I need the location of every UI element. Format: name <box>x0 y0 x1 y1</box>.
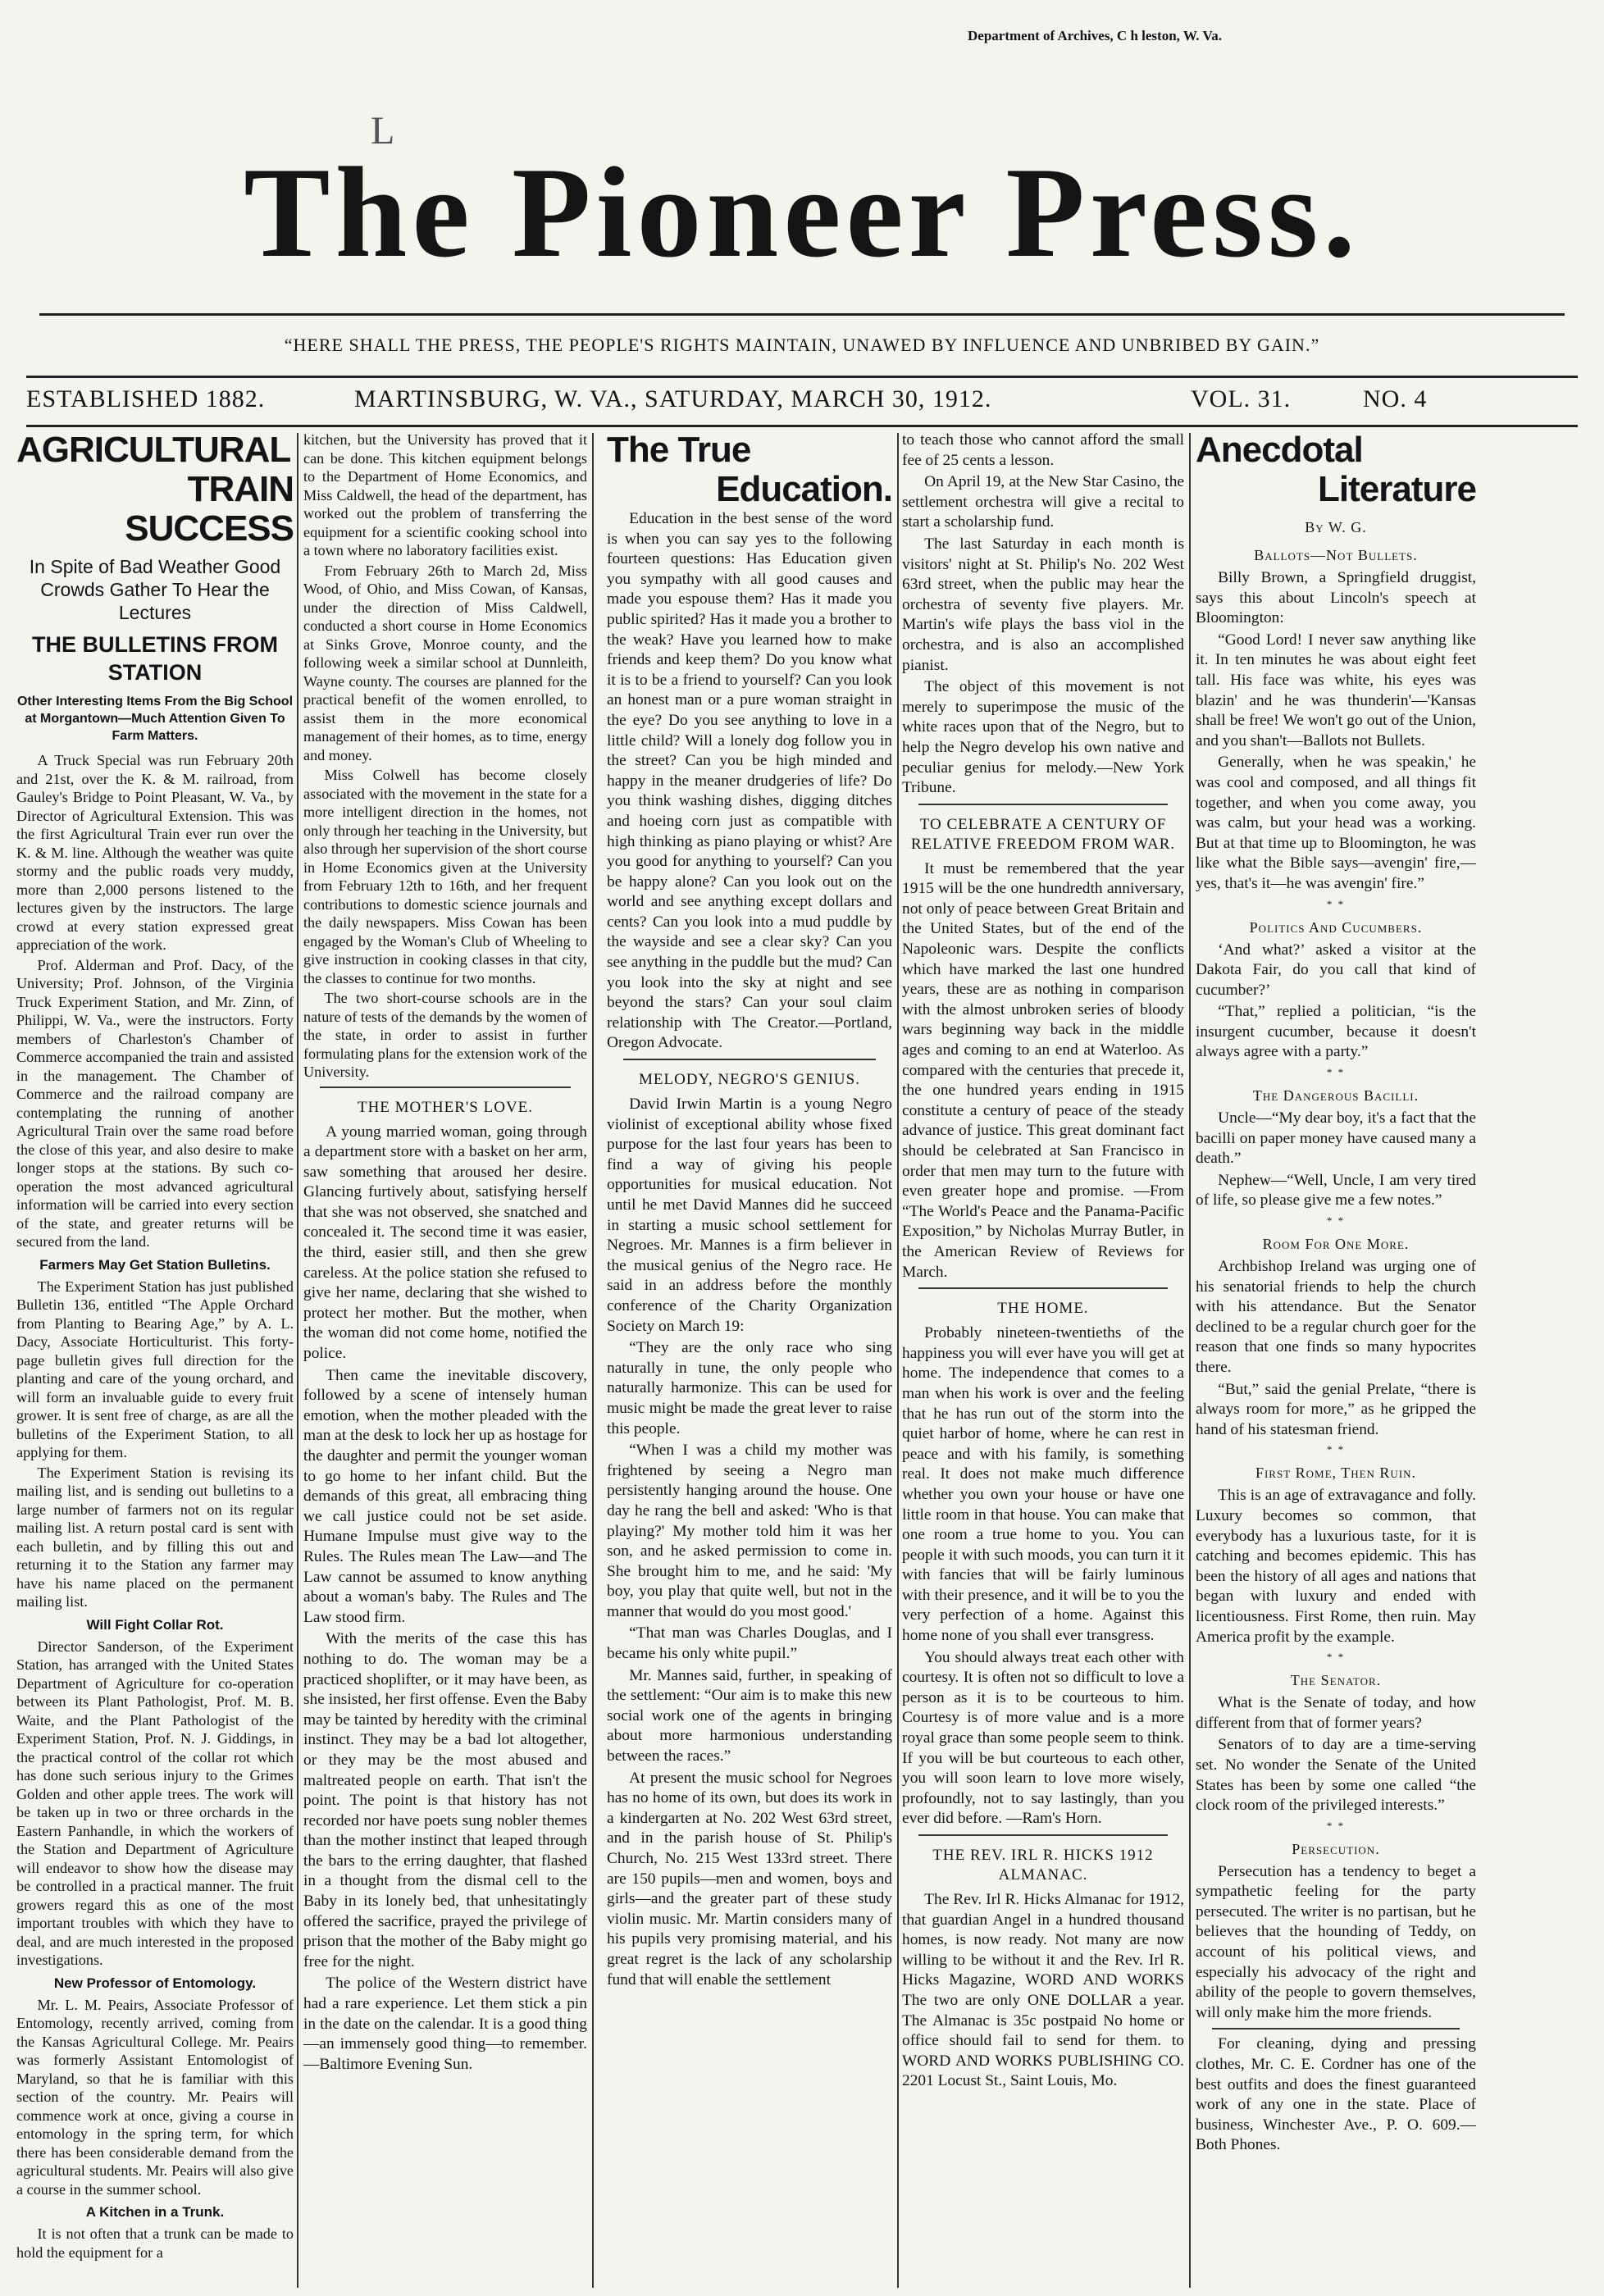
paragraph: David Irwin Martin is a young Negro violinist of exceptional ability whose fixed purpose for the last four years has been to find a way of giving his people opportunities for musical education. Not until he met David Mannes did he succeed in starting a music school settlement for Negroes. Mr. Mannes is a firm believer in the musical genius of the Negro race. He said in an address before the monthly conference of the Charity Organization Society on March 19: <box>607 1096 892 1335</box>
column-rule-1 <box>297 433 298 2288</box>
paragraph: The Experiment Station is revising its mailing list, and is sending out bulletins to a large number of farmers not on its regular mailing list. A return postal card is sent with each bulletin, and by filling this out and returning it to the Station any farmer may have his name placed on the permanent mailing list. <box>16 1464 294 1610</box>
paragraph: Miss Colwell has become closely associated with the movement in the state for a more intelligent direction in the homes, not only through her teaching in the University, but also through her supervision of the short course in Home Economics given at the University from February 12th to 16th, and her frequent contributions to domestic science journals and the daily newspapers. Miss Cowan has been engaged by the Woman's Club of Wheeling to give instruction in cooking classes in that city, the classes to continue for two months. <box>303 767 587 986</box>
deck: Other Interesting Items From the Big School at Morgantown—Much Attention Given To Farm Matters. <box>16 695 294 743</box>
motto: “HERE SHALL THE PRESS, THE PEOPLE'S RIGHTS MAINTAIN, UNAWED BY INFLUENCE AND UNBRIBED BY GAIN.” <box>284 335 1320 355</box>
paragraph: The two short-course schools are in the nature of tests of the demands by the women of the state, in order to assist in further formulating plans for the extension work of the University. <box>303 990 587 1080</box>
anecdote-title: Politics And Cucumbers. <box>1249 918 1423 936</box>
column-rule-2 <box>592 433 594 2288</box>
paragraph: On April 19, at the New Star Casino, the settlement orchestra will give a recital to start a scholarship fund. <box>902 473 1184 531</box>
paragraph: The police of the Western district have had a rare experience. Let them stick a pin in the date on the calendar. It is a good thing—an immensely good thing—to remember. —Baltimore Evening Sun. <box>303 1975 587 2073</box>
divider <box>623 1059 876 1060</box>
archive-stamp: Department of Archives, C h leston, W. Va. <box>968 28 1222 43</box>
paragraph: Prof. Alderman and Prof. Dacy, of the University; Prof. Johnson, of the Virginia Truck Experiment Station, and Mr. Zinn, of Philippi, W. Va., were the instructors. Forty members of Charleston's Chamber of Commerce accompanied the train and assisted in the management. The Chamber of Commerce and the railroad company are contemplating the running of another Agricultural Train over the same road before the close of this year, and also desire to make longer stops at the stations. By such co-operation the most advanced agricultural information will be carried into every section of the state, and greater returns will be secured from the land. <box>16 956 294 1250</box>
paragraph: “But,” said the genial Prelate, “there is always room for more,” as he gripped the hand of his statesman friend. <box>1196 1380 1476 1438</box>
paragraph: Mr. Mannes said, further, in speaking of the settlement: “Our aim is to make this new social work one of the agents in bringing about more harmonious understanding between the races.” <box>607 1666 892 1765</box>
paragraph: “That,” replied a politician, “is the insurgent cucumber, because it doesn't always agree with a party.” <box>1196 1003 1476 1061</box>
headline: TRAIN SUCCESS <box>125 469 294 549</box>
paragraph: “That man was Charles Douglas, and I became his only white pupil.” <box>607 1624 892 1663</box>
divider <box>918 1834 1168 1836</box>
headline: AGRICULTURAL <box>16 430 291 470</box>
separator-stars: * * <box>1326 1214 1346 1228</box>
column-3 <box>607 430 892 2288</box>
dateline-bottom-rule <box>26 425 1578 427</box>
paragraph: kitchen, but the University has proved that it can be done. This kitchen equipment belongs to the Department of Home Economics, and Miss Caldwell, the head of the department, has worked out the problem of transferring the equipment for a scientific cooking school into a town where no laboratory facilities exist. <box>303 431 587 558</box>
paragraph: For cleaning, dying and pressing clothes, Mr. C. E. Cordner has one of the best outfits and does the finest guaranteed work of any one in the state. Place of business, Winchester Ave., P. O. 609.—Both Phones. <box>1196 2035 1476 2154</box>
paragraph: Probably nineteen-twentieths of the happiness you will ever have you will get at home. The independence that comes to a man when his work is over and the feeling that he has run out of the storm into the quiet harbor of home, where he can rest in peace and with his family, is something real. It does not make much difference whether you own your house or have one little room in that house. You can make that one room a true home to you. You can people it with such moods, you can turn it it with fancies that will be fairly luminous with their presence, and it will be to you the very perfection of a home. Against this home none of you shall ever transgress. <box>902 1324 1184 1645</box>
subheadline: In Spite of Bad Weather Good Crowds Gather To Hear the Lectures <box>29 556 281 623</box>
anecdote-title: The Dangerous Bacilli. <box>1252 1087 1419 1105</box>
article-title: THE MOTHER'S LOVE. <box>357 1098 534 1116</box>
divider <box>1212 2028 1460 2029</box>
masthead-rule <box>39 313 1565 316</box>
paragraph: “Good Lord! I never saw anything like it. In ten minutes he was about eight feet tall. His face was white, his eyes was blazin' and he was thunderin'—'Kansas shall be free! We won't go out of the Union, and you shan't—Ballots not Bullets. <box>1196 631 1476 749</box>
paragraph: At present the music school for Negroes has no home of its own, but does its work in a kindergarten at No. 202 West 63rd street, and in the parish house of St. Philip's Church, No. 215 West 133rd street. There are 150 pupils—men and women, boys and girls—and the greater part of these study violin music. Mr. Martin considers many of his pupils very promising material, and his great regret is the lack of any scholarship fund that will enable the settlement <box>607 1769 892 1988</box>
paragraph: This is an age of extravagance and folly. Luxury becomes so common, that everybody has a luxurious taste, for it is catching and becomes epidemic. This has been the history of all ages and nations that began with luxury and ended with licentiousness. First Rome, then ruin. May America profit by the example. <box>1196 1487 1476 1646</box>
paragraph: Nephew—“Well, Uncle, I am very tired of life, so please give me a few notes.” <box>1196 1171 1476 1210</box>
anecdote-title: Persecution. <box>1292 1840 1380 1857</box>
paragraph: Director Sanderson, of the Experiment Station, has arranged with the United States Department of Agriculture for co-operation between its Plant Pathologist, Prof. M. B. Waite, and the Plant Pathologist of the Experiment Station, Prof. N. J. Giddings, in the practical control of the collar rot which has done such serious injury to the Grimes Golden and other apple trees. The work will be taken up in two or three orchards in the Eastern Panhandle, in which the workers of the Station and Department of Agriculture will endeavor to show how the disease may be controlled in a practical manner. The fruit growers regard this as one of the most important troubles with which they have to deal, and are much interested in the proposed investigations. <box>16 1638 294 1968</box>
place-date: MARTINSBURG, W. VA., SATURDAY, MARCH 30, 1912. <box>354 385 992 412</box>
paragraph: What is the Senate of today, and how different from that of former years? <box>1196 1694 1476 1732</box>
subhead: Will Fight Collar Rot. <box>86 1616 224 1633</box>
paragraph: “When I was a child my mother was frightened by seeing a Negro man persistently hanging around the house. One day he rang the bell and asked: 'Who is that playing?' My mother told him it was her son, and he asked permission to come in. She brought him to me, and he said: 'My boy, you play that quite well, but not in the manner that would do you most good.' <box>607 1442 892 1620</box>
divider <box>918 804 1168 805</box>
dateline <box>26 385 1581 425</box>
anecdote-title: By W. G. <box>1305 519 1367 535</box>
subhead: A Kitchen in a Trunk. <box>85 2204 225 2220</box>
paragraph: The last Saturday in each month is visitors' night at St. Philip's No. 202 West 63rd street, when the public may hear the orchestra of seventy five players. Mr. Martin's wife plays the bass viol in the orchestra, and is also an accomplished pianist. <box>902 535 1184 674</box>
volume: VOL. 31. <box>1191 385 1292 412</box>
headline: Literature <box>1318 469 1476 509</box>
anecdote-title: First Rome, Then Ruin. <box>1255 1465 1417 1482</box>
paragraph: Education in the best sense of the word is when you can say yes to the following fourteen questions: Has Education given you sympathy with all good causes and made you espouse them? Has it made you public spirited? Has it made you a brother to the weak? Have you learned how to make friends and keep them? Do you know what it is to be a friend to yourself? Can you look an honest man or a pure woman straight in the eye? Do you see anything to love in a little child? Will a lonely dog follow you in the street? Can you be high minded and happy in the meaner drudgeries of life? Do you think washing dishes, digging ditches and hoeing corn just as compatible with high thinking as piano playing or whist? Are you good for anything to yourself? Can you be happy alone? Can you look out on the world and see anything except dollars and cents? Can you look into a mud puddle by the wayside and see a clear sky? Can you see anything in the puddle but the mud? Can you look into the sky at night and see beyond the stars? Can your soul claim relationship with The Creator.—Portland, Oregon Advocate. <box>607 510 892 1052</box>
paragraph: You should always treat each other with courtesy. It is often not so difficult to love a person as it is to be courteous to him. Courtesy is of more value and is a more royal grace than some people seem to think. If you will be but courteous to each other, you will soon learn to love more wisely, profoundly, not to say lastingly, than you ever did before. —Ram's Horn. <box>902 1648 1184 1828</box>
subhead: New Professor of Entomology. <box>53 1975 257 1991</box>
paragraph: The object of this movement is not merely to superimpose the music of the white races upon that of the Negro, but to help the Negro develop his own native and peculiar genius for melody.—New York Tribune. <box>902 678 1184 797</box>
paragraph: Persecution has a tendency to beget a sympathetic feeling for the party persecuted. The writer is no partisan, but he believes that the hounding of Teddy, on account of his political views, and especially his advocacy of the right and ability of the people to govern themselves, will only make him the more friends. <box>1196 1862 1476 2021</box>
paragraph: Senators of to day are a time-serving set. No wonder the Senate of the United States has been by some one called “the clock room of the privileged interests.” <box>1196 1736 1476 1815</box>
paragraph: Archbishop Ireland was urging one of his senatorial friends to help the church with his attendance. But the Senator declined to be a regular church goer for the reason that one finds so many hypocrites there. <box>1196 1258 1476 1376</box>
separator-stars: * * <box>1326 1066 1346 1079</box>
paragraph: A young married woman, going through a department store with a basket on her arm, saw something that aroused her desire. Glancing furtively about, satisfying herself that she was not observed, she snatched and concealed it. The second time it was easier, the third, easier still, and then she grew careless. At the police station she refused to give her name, declaring that she wished to protect her mother. But the mother, when the woman did not come home, notified the police. <box>303 1123 587 1363</box>
column-2 <box>303 430 587 2288</box>
paragraph: From February 26th to March 2d, Miss Wood, of Ohio, and Miss Cowan, of Kansas, under the direction of Miss Caldwell, conducted a short course in Home Economics at Sinks Grove, Monroe county, and the following week a similar school at Dunnleith, Wayne county. The courses are planned for the practical benefit of the women enrolled, to assist them in the more economical management of their homes, as to time, energy and money. <box>303 562 587 763</box>
anecdote-title: The Senator. <box>1290 1672 1382 1689</box>
paragraph: Then came the inevitable discovery, followed by a scene of intensely human emotion, when the mother pleaded with the man at the desk to lock her up as hostage for the daughter and permit the younger woman to go home to her infant child. But the demands of this great, all embracing thing we call justice could not be set aside. Humane Impulse must give way to the Rules. The Rules mean The Law—and The Law cannot be assumed to know anything about a woman's baby. The Rules and The Law stood firm. <box>303 1366 587 1626</box>
separator-stars: * * <box>1326 1443 1346 1456</box>
article-title: MELODY, NEGRO'S GENIUS. <box>639 1071 860 1089</box>
anecdote-title: Ballots—Not Bullets. <box>1254 547 1418 563</box>
article-title: THE HOME. <box>997 1300 1089 1318</box>
divider <box>918 1287 1168 1289</box>
paragraph: It must be remembered that the year 1915 will be the one hundredth anniversary, not only of peace between Great Britain and the United States, but of the end of the Napoleonic wars. Despite the conflicts which have marked the last one hundred years, these are as nothing in comparison with the almost unbroken series of bloody wars beginning way back in the middle ages and coming to an end at Waterloo. As compared with the centuries that precede it, the one hundred years ending in 1915 constitute a century of peace of the steady advance of justice. This great dominant fact should be celebrated at San Francisco in order that men may turn to the future with even greater hope and promise. —From “The World's Peace and the Panama-Pacific Exposition,” by Nicholas Murray Butler, in the American Review of Reviews for March. <box>902 859 1184 1281</box>
paragraph: The Experiment Station has just published Bulletin 136, entitled “The Apple Orchard from Planting to Bearing Age,” by A. L. Dacy, Associate Horticulturist. This forty-page bulletin gives full direction for the planting and care of the young orchard, and will form an invaluable guide to every fruit grower. It is sent free of charge, as are all the bulletins of the Experiment Station, to all applying for them. <box>16 1278 294 1460</box>
column-rule-3 <box>897 433 899 2288</box>
headline: Anecdotal <box>1196 430 1363 470</box>
paragraph: Uncle—“My dear boy, it's a fact that the bacilli on paper money have caused many a death.” <box>1196 1109 1476 1168</box>
divider <box>320 1086 571 1088</box>
paragraph: It is not often that a trunk can be made to hold the equipment for a <box>16 2225 294 2261</box>
paragraph: The Rev. Irl R. Hicks Almanac for 1912, that guardian Angel in a hundred thousand homes, is now ready. Not many are now willing to be without it and the Rev. Irl R. Hicks Magazine, WORD AND WORKS The two are only ONE DOLLAR a year. The Almanac is 35c postpaid No home or office should fail to send for them. to WORD AND WORKS PUBLISHING CO. 2201 Locust St., Saint Louis, Mo. <box>902 1891 1184 2090</box>
separator-stars: * * <box>1326 1651 1346 1664</box>
article-title: THE REV. IRL R. HICKS 1912 ALMANAC. <box>932 1847 1154 1884</box>
subhead: Farmers May Get Station Bulletins. <box>39 1256 271 1273</box>
paragraph: With the merits of the case this has nothing to do. The woman may be a practiced shoplifter, or it may have been, as she insisted, her first offense. Even the Baby may be tainted by heredity with the criminal instinct. They may be a bad lot altogether, or they may be the most abused and maltreated people on earth. That isn't the point. The point is that history has not recorded nor have poets sung nobler themes than the mother instinct that leaped through the bars to the erring daughter, that flashed in a thought from the dismal cell to the Baby in its lonely bed, that unhesitatingly offered the sacrifice, prayed the privilege of prison that the mother of the Baby might go free for the night. <box>303 1630 587 1970</box>
paragraph: Billy Brown, a Springfield druggist, says this about Lincoln's speech at Bloomington: <box>1196 569 1476 627</box>
separator-stars: * * <box>1326 897 1346 910</box>
column-5 <box>1196 430 1476 2288</box>
separator-stars: * * <box>1326 1819 1346 1832</box>
section-banner: THE BULLETINS FROM STATION <box>32 632 278 685</box>
paragraph: to teach those who cannot afford the small fee of 25 cents a lesson. <box>902 431 1184 469</box>
paragraph: Mr. L. M. Peairs, Associate Professor of Entomology, recently arrived, coming from the Kansas Agricultural College. Mr. Peairs was formerly Assistant Entomologist of Maryland, so that he is familiar with this section of the country. Mr. Peairs will commence work at once, giving a course in entomology in the spring term, for which there has been considerable demand from the agricultural students. Mr. Peairs will also give a course in the summer school. <box>16 1996 294 2198</box>
pencil-mark: L <box>371 109 395 153</box>
article-title: TO CELEBRATE A CENTURY OF RELATIVE FREEDOM FROM WAR. <box>910 815 1176 853</box>
column-4 <box>902 430 1184 2288</box>
anecdote-title: Room For One More. <box>1262 1236 1410 1253</box>
paragraph: ‘And what?’ asked a visitor at the Dakota Fair, do you call that kind of cucumber?’ <box>1196 941 1476 999</box>
dateline-top-rule <box>26 376 1578 378</box>
headline: Education. <box>716 469 892 509</box>
paragraph: “They are the only race who sing naturally in tune, the only people who naturally harmonize. This can be used for music might be made the great lever to raise this people. <box>607 1339 892 1437</box>
established: ESTABLISHED 1882. <box>26 385 266 412</box>
paragraph: Generally, when he was speakin,' he was cool and composed, and all things fit together, and when you come away, you was calm, but your head was a working. But at that time up to Bloomington, he was like what the Bible says—avengin' fire,—yes, that's it—he was avengin' fire.” <box>1196 754 1476 892</box>
issue-number: NO. 4 <box>1363 385 1428 412</box>
column-rule-4 <box>1189 433 1191 2288</box>
column-1 <box>16 430 294 2288</box>
masthead-title: The Pioneer Press. <box>244 141 1360 285</box>
headline: The True <box>607 430 751 470</box>
paragraph: A Truck Special was run February 20th and 21st, over the K. & M. railroad, from Gauley's Bridge to Point Pleasant, W. Va., by Director of Agricultural Extension. This was the first Agricultural Train ever run over the K. & M. line. Although the weather was quite stormy and the public roads very muddy, more than 2,000 persons listened to the lectures given by the instructors. The large crowd at every station expressed great appreciation of the work. <box>16 752 294 953</box>
